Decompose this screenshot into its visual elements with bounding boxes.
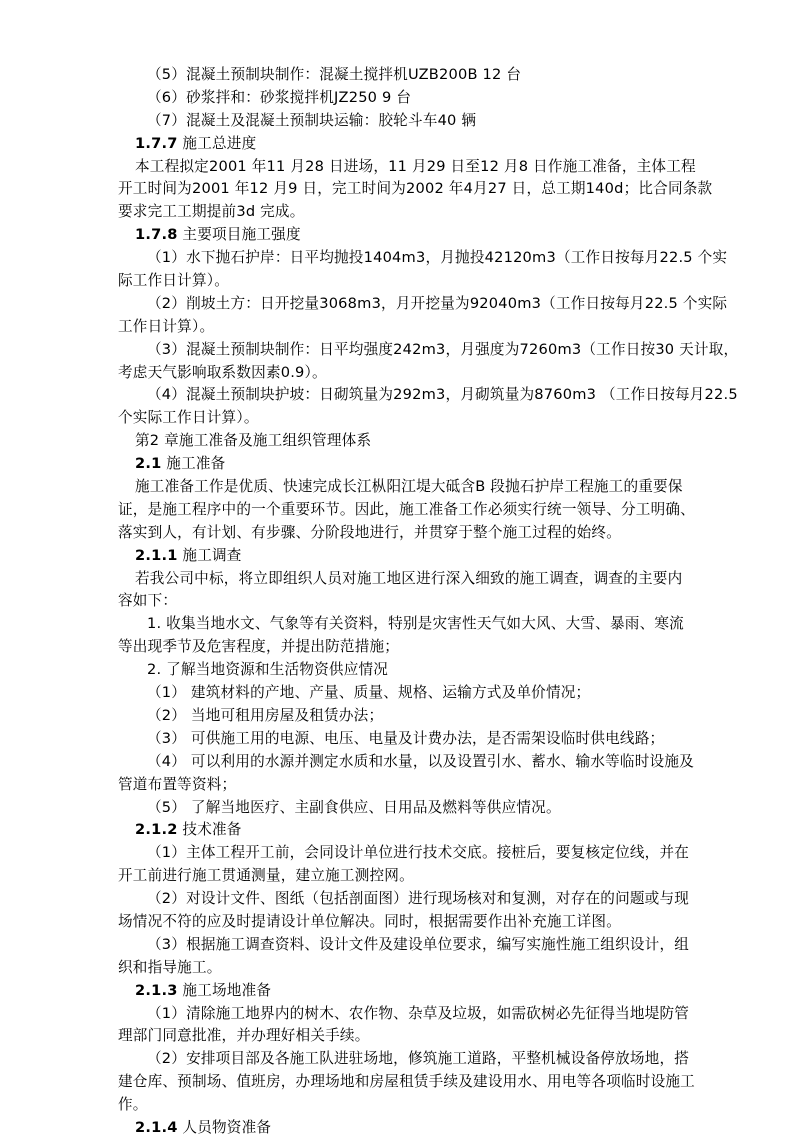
line-text: 考虑天气影响取系数因素0.9）。 xyxy=(118,363,327,381)
text-line xyxy=(118,156,718,179)
text-line xyxy=(118,568,718,591)
text-line xyxy=(118,339,739,362)
line-text: 建仓库、预制场、值班房，办理场地和房屋租赁手续及建设用水、用电等各项临时设施工 xyxy=(118,1073,695,1091)
section-heading xyxy=(118,453,718,476)
text-line xyxy=(118,751,718,774)
text-line xyxy=(118,499,718,522)
text-line xyxy=(118,476,718,499)
line-text: 要求完工工期提前3d 完成。 xyxy=(118,203,305,221)
line-text: （1）水下抛石护岸：日平均抛投1404m3，月抛投42120m3（工作日按每月22.5 个实 xyxy=(147,249,728,267)
text-line xyxy=(118,911,718,934)
line-text: 第2 章施工准备及施工组织管理体系 xyxy=(135,432,372,450)
line-text: 2. 了解当地资源和生活物资供应情况 xyxy=(147,661,389,679)
text-line xyxy=(118,659,718,682)
text-line xyxy=(118,728,718,751)
text-line xyxy=(118,590,718,613)
line-text: 主要项目施工强度 xyxy=(177,226,301,244)
line-text: （6）砂浆拌和：砂浆搅拌机JZ250 9 台 xyxy=(147,88,412,106)
line-text: （7）混凝土及混凝土预制块运输：胶轮斗车40 辆 xyxy=(147,111,477,129)
text-line xyxy=(118,384,738,407)
section-number: 1.7.7 xyxy=(135,134,178,152)
line-text: （1） 建筑材料的产地、产量、质量、规格、运输方式及单价情况； xyxy=(147,684,591,702)
line-text: 施工总进度 xyxy=(177,134,257,152)
text-line xyxy=(118,201,718,224)
text-line xyxy=(118,1094,718,1117)
line-text: 际工作日计算）。 xyxy=(118,272,230,290)
text-line xyxy=(118,797,718,820)
text-line xyxy=(118,316,718,339)
line-text: 1. 收集当地水文、气象等有关资料，特别是灾害性天气如大风、大雪、暴雨、寒流 xyxy=(147,615,684,633)
text-line xyxy=(118,522,718,545)
text-line xyxy=(118,64,718,87)
text-line xyxy=(118,613,718,636)
line-text: 管道布置等资料； xyxy=(118,775,237,793)
text-line xyxy=(118,865,718,888)
text-line xyxy=(118,888,718,911)
line-text: 开工前进行施工贯通测量，建立施工测控网。 xyxy=(118,867,414,885)
section-heading xyxy=(118,980,718,1003)
section-number: 1.7.8 xyxy=(135,226,178,244)
line-text: （5） 了解当地医疗、主副食供应、日用品及燃料等供应情况。 xyxy=(147,798,561,816)
line-text: 人员物资准备 xyxy=(177,1118,272,1136)
text-line xyxy=(118,407,718,430)
text-line xyxy=(118,247,728,270)
text-line xyxy=(118,1048,718,1071)
text-line xyxy=(118,774,718,797)
text-line xyxy=(118,957,718,980)
line-text: 个实际工作日计算）。 xyxy=(118,409,259,427)
line-text: （3） 可供施工用的电源、电压、电量及计费办法，是否需架设临时供电线路； xyxy=(147,729,665,747)
line-text: 施工准备 xyxy=(161,455,226,473)
line-text: （2）对设计文件、图纸（包括剖面图）进行现场核对和复测，对存在的问题或与现 xyxy=(147,890,690,908)
section-number: 2.1.3 xyxy=(135,981,178,999)
line-text: 落实到人，有计划、有步骤、分阶段地进行，并贯穿于整个施工过程的始终。 xyxy=(118,523,621,541)
line-text: （5）混凝土预制块制作：混凝土搅拌机UZB200B 12 台 xyxy=(147,66,522,83)
section-number: 2.1.4 xyxy=(135,1118,178,1136)
line-text: （3）混凝土预制块制作：日平均强度242m3，月强度为7260m3（工作日按30 天计取， xyxy=(147,340,739,358)
text-line xyxy=(118,293,728,316)
line-text: 施工场地准备 xyxy=(177,981,272,999)
text-line xyxy=(118,1071,718,1094)
line-text: （1）清除施工地界内的树木、农作物、杂草及垃圾，如需砍树必先征得当地堤防管 xyxy=(147,1004,690,1022)
line-text: （4）混凝土预制块护坡：日砌筑量为292m3，月砌筑量为8760m3 （工作日按每月22.5 xyxy=(147,386,738,404)
line-text: 施工调查 xyxy=(177,546,242,564)
section-heading xyxy=(118,1117,718,1140)
line-text: （2）削坡土方：日开挖量3068m3，月开挖量为92040m3（工作日按每月22.5 个实际 xyxy=(147,294,728,312)
text-line xyxy=(118,178,718,201)
line-text: （3）根据施工调查资料、设计文件及建设单位要求，编写实施性施工组织设计，组 xyxy=(147,935,690,953)
text-line xyxy=(118,705,718,728)
line-text: （2）安排项目部及各施工队进驻场地，修筑施工道路，平整机械设备停放场地，搭 xyxy=(147,1050,690,1068)
section-heading xyxy=(118,133,718,156)
line-text: （1）主体工程开工前，会同设计单位进行技术交底。接桩后，要复核定位线，并在 xyxy=(147,844,690,862)
text-line xyxy=(118,430,718,453)
line-text: 施工准备工作是优质、快速完成长江枞阳江堤大砥含B 段抛石护岸工程施工的重要保 xyxy=(135,478,683,496)
section-heading xyxy=(118,819,718,842)
line-text: 等出现季节及危害程度，并提出防范措施； xyxy=(118,638,400,656)
line-text: （2） 当地可租用房屋及租赁办法； xyxy=(147,706,384,724)
section-heading xyxy=(118,545,718,568)
text-line xyxy=(118,934,718,957)
text-line xyxy=(118,362,718,385)
line-text: 证，是施工程序中的一个重要环节。因此，施工准备工作必须实行统一领导、分工明确、 xyxy=(118,500,695,518)
text-line xyxy=(118,110,718,133)
line-text: 若我公司中标，将立即组织人员对施工地区进行深入细致的施工调查，调查的主要内 xyxy=(135,569,683,587)
text-line xyxy=(118,1025,718,1048)
text-line xyxy=(118,87,718,110)
section-number: 2.1 xyxy=(135,455,162,473)
text-line xyxy=(118,636,718,659)
line-text: （4） 可以利用的水源并测定水质和水量，以及设置引水、蓄水、输水等临时设施及 xyxy=(147,752,694,770)
line-text: 工作日计算）。 xyxy=(118,317,215,335)
line-text: 开工时间为2001 年12 月9 日，完工时间为2002 年4月27 日，总工期140d；比合同条款 xyxy=(118,180,713,198)
document-body xyxy=(118,64,739,1140)
text-line xyxy=(118,682,718,705)
text-line xyxy=(118,270,718,293)
line-text: 技术准备 xyxy=(177,821,242,839)
line-text: 理部门同意批准，并办理好相关手续。 xyxy=(118,1027,370,1045)
section-number: 2.1.2 xyxy=(135,821,178,839)
line-text: 作。 xyxy=(118,1096,148,1114)
section-heading xyxy=(118,224,718,247)
line-text: 容如下： xyxy=(118,592,178,610)
line-text: 场情况不符的应及时提请设计单位解决。同时，根据需要作出补充施工详图。 xyxy=(118,912,621,930)
text-line xyxy=(118,1003,718,1026)
text-line xyxy=(118,842,718,865)
line-text: 织和指导施工。 xyxy=(118,958,222,976)
line-text: 本工程拟定2001 年11 月28 日进场，11 月29 日至12 月8 日作施工准备，主体工程 xyxy=(135,157,696,175)
section-number: 2.1.1 xyxy=(135,546,178,564)
